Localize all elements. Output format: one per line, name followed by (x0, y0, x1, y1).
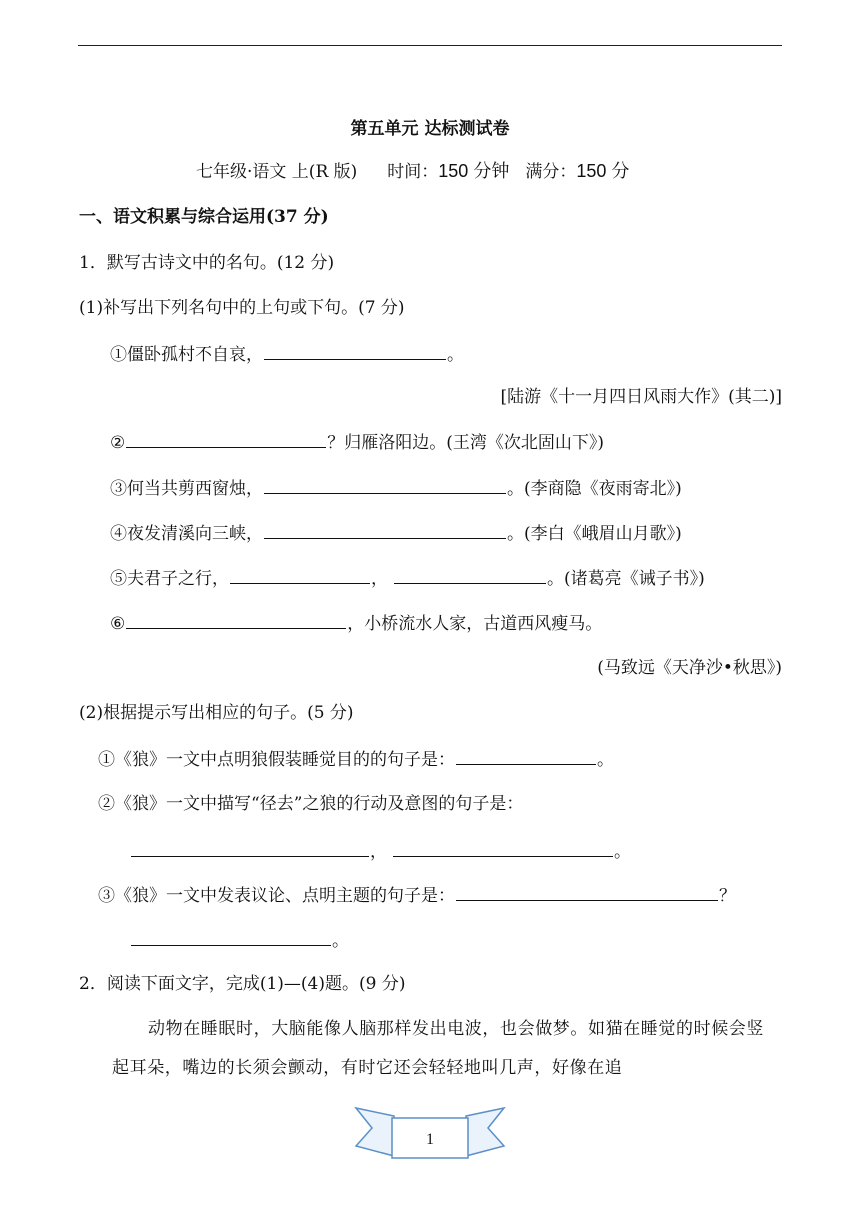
answer-blank[interactable] (394, 567, 546, 584)
answer-blank[interactable] (131, 840, 369, 857)
item-6-source: (马致远《天净沙•秋思》) (597, 658, 782, 678)
sub-item-1-text: ①《狼》一文中点明狼假装睡觉目的的句子是： (98, 750, 455, 770)
sub-item-3-question-mark: ？ (719, 886, 736, 906)
page-number-badge (354, 1102, 506, 1166)
answer-blank[interactable] (126, 612, 346, 629)
score-label: 满分： (525, 162, 577, 182)
answer-blank[interactable] (456, 884, 718, 901)
item-2-text: ？归雁洛阳边。(王湾《次北固山下》) (327, 433, 605, 453)
answer-blank[interactable] (230, 567, 370, 584)
item-5-comma: ， (371, 569, 388, 589)
answer-blank[interactable] (393, 840, 613, 857)
item-5 (110, 567, 705, 590)
item-1-end: 。 (447, 345, 464, 365)
ribbon-left-tail (356, 1108, 394, 1156)
item-1-source: [陆游《十一月四日风雨大作》(其二)] (500, 387, 782, 407)
page-number: 1 (426, 1131, 434, 1148)
ribbon-right-tail (466, 1108, 504, 1156)
score-value: 150 分 (576, 161, 630, 181)
sub-item-2-end: 。 (614, 842, 631, 862)
item-4 (110, 522, 682, 545)
item-4-source: 。(李白《峨眉山月歌》) (507, 524, 682, 544)
question-2-head: 2．阅读下面文字，完成(1)—(4)题。(9 分) (79, 974, 406, 994)
item-5-source: 。(诸葛亮《诫子书》) (547, 569, 705, 589)
sub-item-3-end: 。 (332, 931, 349, 951)
item-6-text: ，小桥流水人家，古道西风瘦马。 (347, 614, 603, 634)
sub-item-1-end: 。 (597, 750, 614, 770)
answer-blank[interactable] (126, 431, 326, 448)
item-1-text: ①僵卧孤村不自哀， (110, 345, 263, 365)
item-4-text: ④夜发清溪向三峡， (110, 524, 263, 544)
item-3-text: ③何当共剪西窗烛， (110, 479, 263, 499)
time-value: 150 分钟 (438, 161, 510, 181)
question-1-part-2: (2)根据提示写出相应的句子。(5 分) (79, 703, 354, 723)
answer-blank[interactable] (131, 929, 331, 946)
item-3-source: 。(李商隐《夜雨寄北》) (507, 479, 682, 499)
question-1-part-1: (1)补写出下列名句中的上句或下句。(7 分) (79, 298, 405, 318)
sub-item-3-answer (130, 929, 349, 952)
sub-item-1 (98, 748, 614, 771)
sub-item-2-answer (130, 840, 631, 863)
passage-text: 动物在睡眠时，大脑能像人脑那样发出电波，也会做梦。如猫在睡觉的时候会竖起耳朵，嘴边的长须会颤动，有时它还会轻轻地叫几声，好像在追 (112, 1019, 764, 1078)
answer-blank[interactable] (264, 477, 506, 494)
sub-item-3 (98, 884, 736, 907)
item-6 (110, 612, 602, 635)
answer-blank[interactable] (264, 522, 506, 539)
item-2-number: ② (110, 433, 126, 453)
grade-subject: 七年级·语文 上(R 版) (196, 162, 358, 182)
item-2 (110, 431, 604, 454)
page-title: 第五单元 达标测试卷 (350, 119, 510, 139)
question-1-head: 1．默写古诗文中的名句。(12 分) (79, 253, 335, 273)
sub-item-2-comma: ， (370, 842, 387, 862)
item-3 (110, 477, 682, 500)
header-rule (78, 45, 782, 46)
reading-passage (112, 1010, 780, 1088)
section-heading: 一、语文积累与综合运用(37 分) (79, 207, 329, 227)
sub-item-3-text: ③《狼》一文中发表议论、点明主题的句子是： (98, 886, 455, 906)
time-label: 时间： (387, 162, 439, 182)
answer-blank[interactable] (264, 343, 446, 360)
item-1 (110, 343, 464, 366)
item-6-number: ⑥ (110, 614, 126, 634)
sub-item-2: ②《狼》一文中描写“径去”之狼的行动及意图的句子是： (98, 794, 524, 814)
answer-blank[interactable] (456, 748, 596, 765)
exam-meta (196, 160, 629, 183)
item-5-text: ⑤夫君子之行， (110, 569, 229, 589)
